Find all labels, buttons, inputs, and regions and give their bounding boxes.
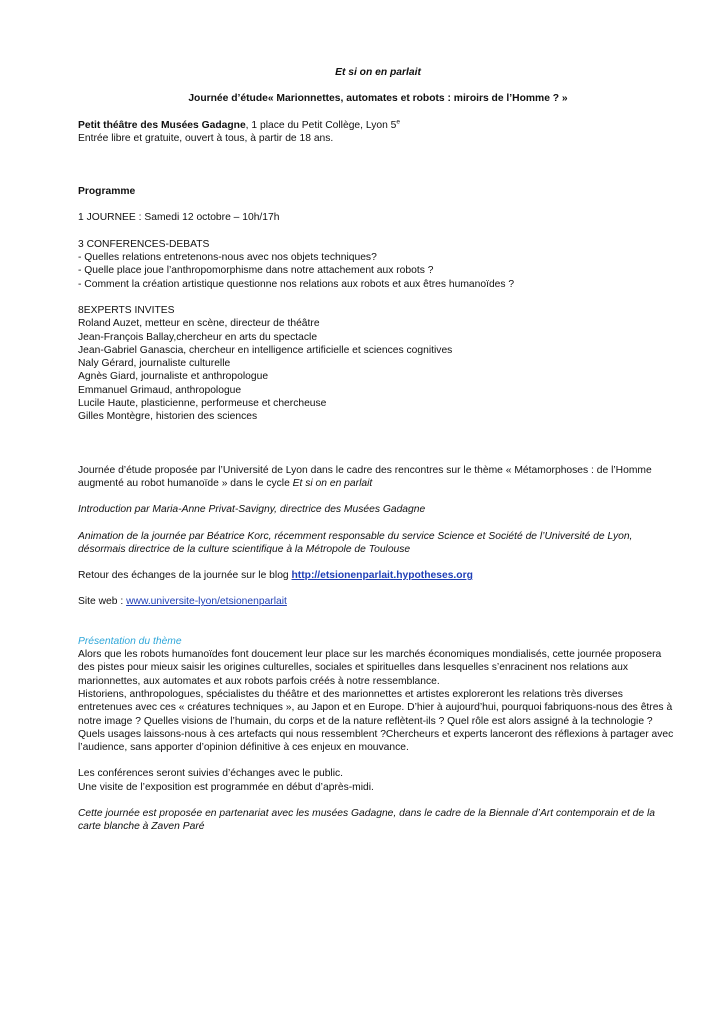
proposal-cycle: Et si on en parlait: [292, 477, 373, 489]
conference-item: - Quelles relations entretenons-nous avec nos objets techniques?: [78, 252, 377, 264]
venue-address-sup: e: [396, 118, 401, 126]
theme-paragraph-1: Alors que les robots humanoïdes font doucement leur place sur les marchés économiques mondialisés, cette journée proposera des pistes pour mieux saisir les origines culturelles, sociales et spirituelles dans lesquelles s’enracinent nos relations aux marionnettes, aux automates et aux robots parfois créés à notre ressemblance.: [78, 649, 662, 687]
expert-item: Jean-François Ballay,chercheur en arts du spectacle: [78, 331, 318, 343]
expert-item: Jean-Gabriel Ganascia, chercheur en intelligence artificielle et sciences cognitives: [78, 344, 453, 356]
theme-heading: Présentation du thème: [78, 635, 182, 647]
expert-item: Emmanuel Grimaud, anthropologue: [78, 384, 242, 396]
experts-heading: 8EXPERTS INVITES: [78, 304, 175, 316]
document-page: [78, 66, 678, 834]
programme-day: 1 JOURNEE : Samedi 12 octobre – 10h/17h: [78, 212, 280, 224]
site-line: [78, 595, 678, 608]
venue-line: [78, 119, 678, 132]
venue-address: , 1 place du Petit Collège, Lyon 5: [245, 119, 397, 131]
expert-item: Gilles Montègre, historien des sciences: [78, 411, 258, 423]
animation-paragraph: Animation de la journée par Béatrice Korc, récemment responsable du service Science et Société de l’Université de Lyon, désormais directrice de la culture scientifique à la Métropole de Toulouse: [78, 530, 633, 555]
expert-item: Agnès Giard, journaliste et anthropologue: [78, 371, 269, 383]
site-link[interactable]: www.universite-lyon/etsionenparlait: [126, 596, 287, 608]
theme-paragraph-2: Historiens, anthropologues, spécialistes du théâtre et des marionnettes et artistes exploreront les relations très diverses entretenues avec ces « créatures techniques », au Japon et en Europe. D’hier à aujourd’hui, pourquoi fabriquons-nous des êtres à notre image ? Quelles visions de l’humain, du corps et de la nature reflètent-ils ? Quel rôle est alors assigné à la technologie ? Quels usages laissons-nous à ces artefacts qui nous ressemblent ?Chercheurs et experts lanceront des réflexions à partager avec l’audience, sans apporter d’opinion définitive à ces enjeux en mouvance.: [78, 688, 674, 754]
followup-line-1: Les conférences seront suivies d’échanges avec le public.: [78, 768, 344, 780]
proposal-paragraph: [78, 464, 678, 491]
conferences-heading: 3 CONFERENCES-DEBATS: [78, 238, 210, 250]
introduction-line: Introduction par Maria-Anne Privat-Savigny, directrice des Musées Gadagne: [78, 504, 426, 516]
followup-line-2: Une visite de l’exposition est programmée en début d’après-midi.: [78, 781, 374, 793]
conference-item: - Comment la création artistique questionne nos relations aux robots et aux êtres humanoïdes ?: [78, 278, 515, 290]
site-text: Site web :: [78, 596, 127, 608]
expert-item: Naly Gérard, journaliste culturelle: [78, 358, 231, 370]
venue-name: Petit théâtre des Musées Gadagne: [78, 119, 246, 131]
document-subtitle: Journée d’étude« Marionnettes, automates et robots : miroirs de l’Homme ? »: [188, 93, 568, 105]
blog-line: [78, 569, 678, 582]
proposal-text: Journée d’étude proposée par l’Université de Lyon dans le cadre des rencontres sur le thème « Métamorphoses : de l’Homme augmenté au robot humanoïde » dans le cycle: [78, 464, 652, 489]
partnership-paragraph: Cette journée est proposée en partenariat avec les musées Gadagne, dans le cadre de la Biennale d’Art contemporain et de la carte blanche à Zaven Paré: [78, 807, 655, 833]
programme-heading: Programme: [78, 186, 136, 198]
expert-item: Lucile Haute, plasticienne, performeuse et chercheuse: [78, 398, 327, 410]
blog-link[interactable]: http://etsionenparlait.hypotheses.org: [291, 570, 473, 582]
conference-item: - Quelle place joue l’anthropomorphisme dans notre attachement aux robots ?: [78, 265, 434, 277]
document-title: Et si on en parlait: [335, 67, 421, 78]
blog-text: Retour des échanges de la journée sur le blog: [78, 570, 292, 582]
expert-item: Roland Auzet, metteur en scène, directeur de théâtre: [78, 318, 320, 330]
venue-access: Entrée libre et gratuite, ouvert à tous, à partir de 18 ans.: [78, 132, 334, 144]
